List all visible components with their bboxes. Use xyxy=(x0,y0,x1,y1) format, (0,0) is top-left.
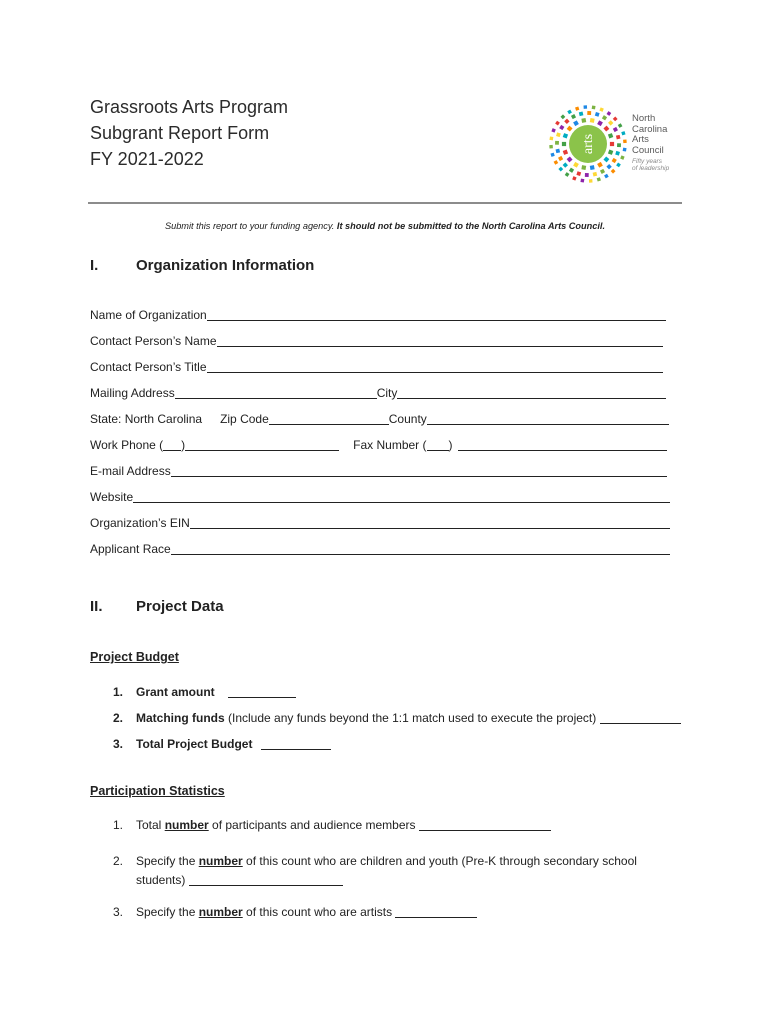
org-name-label: Name of Organization xyxy=(90,308,207,322)
logo-mosaic-tile xyxy=(604,174,609,179)
logo-mosaic-tile xyxy=(569,168,574,173)
fax-close: ) xyxy=(448,438,453,452)
logo-mosaic-tile xyxy=(567,110,572,115)
stats-item-3 xyxy=(113,905,513,919)
logo-mosaic-tile xyxy=(579,112,584,117)
contact-name-row xyxy=(90,334,663,348)
logo-mosaic-tile xyxy=(551,128,555,132)
logo-mosaic-tile xyxy=(606,164,611,169)
zip-label: Zip Code xyxy=(220,412,269,426)
logo-mosaic-tile xyxy=(623,148,627,152)
logo-mosaic-tile xyxy=(608,133,613,138)
title-line-1: Grassroots Arts Program xyxy=(90,97,289,117)
ein-row xyxy=(90,516,670,530)
logo-name-2: Carolina xyxy=(632,123,668,135)
stats-item-2-key: number xyxy=(198,854,243,868)
logo-mosaic-tile xyxy=(587,111,591,115)
logo-mosaic-tile xyxy=(562,142,566,146)
website-row xyxy=(90,490,670,504)
logo-mosaic-tile xyxy=(607,111,612,116)
budget-heading: Project Budget xyxy=(90,650,179,664)
title-line-3: FY 2021-2022 xyxy=(90,149,204,169)
county-label: County xyxy=(388,412,427,426)
race-field[interactable] xyxy=(171,542,670,555)
youth-count-field[interactable] xyxy=(189,873,343,886)
mailing-row xyxy=(90,386,666,400)
stats-item-2 xyxy=(113,854,673,868)
logo-mosaic-tile xyxy=(613,116,618,121)
logo-mosaic-tile xyxy=(558,156,563,161)
form-title xyxy=(90,94,288,172)
logo-mosaic-tile xyxy=(554,160,559,165)
zip-field[interactable] xyxy=(269,412,389,425)
stats-item-1-pre: Total xyxy=(136,818,165,832)
work-phone-field[interactable] xyxy=(185,438,339,451)
logo-mosaic-tile xyxy=(603,126,609,132)
fax-field[interactable] xyxy=(458,438,667,451)
matching-funds-field[interactable] xyxy=(600,711,681,724)
stats-item-1-post: of participants and audience members xyxy=(208,818,419,832)
budget-item-2 xyxy=(113,711,681,725)
email-row xyxy=(90,464,667,478)
logo-mosaic-tile xyxy=(581,118,586,123)
mailing-field[interactable] xyxy=(175,386,377,399)
logo-mosaic-tile xyxy=(590,165,595,170)
logo-mosaic-tile xyxy=(556,132,561,137)
contact-title-field[interactable] xyxy=(207,360,663,373)
budget-item-1 xyxy=(113,685,413,699)
city-label: City xyxy=(376,386,398,400)
mailing-label: Mailing Address xyxy=(90,386,175,400)
stats-item-3-number: 3. xyxy=(113,905,124,919)
org-name-field[interactable] xyxy=(207,308,666,321)
logo-tag-2: of leadership xyxy=(632,165,670,172)
work-phone-area-field[interactable] xyxy=(163,438,181,451)
participation-heading: Participation Statistics xyxy=(90,784,225,798)
email-label: E-mail Address xyxy=(90,464,171,478)
logo-mosaic-tile xyxy=(590,118,595,123)
logo-mosaic-tile xyxy=(572,176,576,180)
logo-tag-1: Fifty years xyxy=(632,158,662,165)
nc-arts-council-logo xyxy=(548,104,688,184)
logo-mosaic-tile xyxy=(573,162,579,168)
stats-item-1-key: number xyxy=(164,818,209,832)
work-phone-close: ) xyxy=(181,438,186,452)
budget-item-2-number: 2. xyxy=(113,711,124,725)
stats-item-2-line2-text: students) xyxy=(136,873,189,887)
stats-item-2-number: 2. xyxy=(113,854,124,868)
title-line-2: Subgrant Report Form xyxy=(90,123,270,143)
logo-mosaic-tile xyxy=(555,141,559,145)
submission-notice xyxy=(0,221,770,231)
logo-mosaic-tile xyxy=(599,107,603,111)
budget-item-2-label: Matching funds xyxy=(136,711,225,725)
logo-mosaic-tile xyxy=(620,155,624,159)
logo-mosaic-tile xyxy=(567,126,573,132)
logo-mosaic-tile xyxy=(556,149,561,154)
logo-mosaic-tile xyxy=(583,105,587,109)
contact-name-field[interactable] xyxy=(217,334,663,347)
logo-mosaic-tile xyxy=(611,169,616,174)
logo-mosaic-tile xyxy=(563,162,568,167)
total-budget-field[interactable] xyxy=(261,737,331,750)
budget-item-1-label: Grant amount xyxy=(136,685,215,699)
logo-name xyxy=(632,114,667,156)
stats-item-2-post: of this count who are children and youth (Pre-K through secondary school xyxy=(242,854,637,868)
logo-mosaic-tile xyxy=(608,120,613,125)
logo-mosaic-tile xyxy=(589,179,593,183)
logo-mosaic-tile xyxy=(597,177,601,181)
logo-mosaic-tile xyxy=(621,131,625,135)
logo-mosaic-tile xyxy=(616,163,621,168)
logo-mosaic-tile xyxy=(597,120,603,126)
contact-title-row xyxy=(90,360,663,374)
section-2-number: II. xyxy=(90,598,103,615)
county-field[interactable] xyxy=(427,412,669,425)
logo-mosaic-tile xyxy=(618,123,623,128)
logo-mosaic-tile xyxy=(563,150,568,155)
logo-circle-text: arts xyxy=(581,133,596,155)
logo-mosaic-tile xyxy=(585,173,589,177)
header-divider xyxy=(88,202,682,204)
logo-mosaic-tile xyxy=(559,125,564,130)
stats-item-1 xyxy=(113,818,573,832)
logo-mosaic-tile xyxy=(549,136,553,140)
logo-mosaic-tile xyxy=(581,165,586,170)
section-1-number: I. xyxy=(90,257,99,274)
email-field[interactable] xyxy=(171,464,667,477)
stats-item-3-key: number xyxy=(198,905,243,919)
stats-item-2-pre: Specify the xyxy=(136,854,199,868)
ein-field[interactable] xyxy=(190,516,670,529)
logo-mosaic-tile xyxy=(555,121,560,126)
section-2-heading xyxy=(90,598,224,615)
budget-item-1-number: 1. xyxy=(113,685,124,699)
section-2-title: Project Data xyxy=(136,598,224,615)
contact-name-label: Contact Person’s Name xyxy=(90,334,217,348)
notice-bold-text: It should not be submitted to the North Carolina Arts Council. xyxy=(336,221,606,231)
logo-mosaic-tile xyxy=(565,172,570,177)
logo-mosaic-tile xyxy=(593,172,598,177)
section-1-title: Organization Information xyxy=(136,257,315,274)
city-field[interactable] xyxy=(397,386,666,399)
logo-mosaic-tile xyxy=(613,127,618,132)
budget-item-3-number: 3. xyxy=(113,737,124,751)
website-label: Website xyxy=(90,490,134,504)
logo-mosaic-tile xyxy=(608,150,613,155)
logo-tagline xyxy=(632,158,669,172)
stats-item-3-pre: Specify the xyxy=(136,905,199,919)
stats-item-2-line-2 xyxy=(136,873,396,887)
logo-mosaic-tile xyxy=(573,120,579,126)
budget-item-3-label: Total Project Budget xyxy=(136,737,253,751)
logo-mosaic-tile xyxy=(597,162,603,168)
notice-text: Submit this report to your funding agency. xyxy=(164,221,337,231)
contact-title-label: Contact Person’s Title xyxy=(90,360,207,374)
race-row xyxy=(90,542,670,556)
state-row xyxy=(90,412,669,426)
logo-mosaic-tile xyxy=(595,112,600,117)
logo-mosaic-tile xyxy=(558,167,563,172)
logo-mosaic-tile xyxy=(580,179,584,183)
section-1-heading xyxy=(90,257,314,274)
org-name-row xyxy=(90,308,666,322)
logo-mosaic-tile xyxy=(600,169,605,174)
logo-mosaic-tile xyxy=(615,151,620,156)
stats-item-1-number: 1. xyxy=(113,818,124,832)
ein-label: Organization’s EIN xyxy=(90,516,190,530)
logo-mosaic-tile xyxy=(617,143,621,147)
stats-item-3-post: of this count who are artists xyxy=(242,905,396,919)
phone-row xyxy=(90,438,667,452)
logo-mosaic-tile xyxy=(610,142,614,146)
logo-mosaic-tile xyxy=(576,171,581,176)
work-phone-label: Work Phone ( xyxy=(90,438,164,452)
logo-mosaic-tile xyxy=(550,153,554,157)
logo-mosaic-icon xyxy=(548,104,628,184)
logo-name-1: North xyxy=(632,113,656,124)
logo-mosaic-tile xyxy=(603,156,609,162)
fax-label: Fax Number ( xyxy=(353,438,427,452)
website-field[interactable] xyxy=(133,490,670,503)
logo-mosaic-tile xyxy=(563,133,568,138)
logo-name-4: Council xyxy=(632,144,664,156)
logo-mosaic-tile xyxy=(560,114,565,119)
fax-area-field[interactable] xyxy=(427,438,449,451)
race-label: Applicant Race xyxy=(90,542,171,556)
logo-mosaic-tile xyxy=(575,106,579,110)
logo-mosaic-tile xyxy=(612,158,617,163)
total-participants-field[interactable] xyxy=(419,818,551,831)
artists-count-field[interactable] xyxy=(395,905,477,918)
logo-mosaic-tile xyxy=(571,114,576,119)
logo-name-3: Arts xyxy=(632,134,649,145)
logo-mosaic-tile xyxy=(549,145,553,149)
logo-mosaic-tile xyxy=(592,105,596,109)
budget-item-3 xyxy=(113,737,413,751)
logo-mosaic-tile xyxy=(602,115,607,120)
budget-item-2-note: (Include any funds beyond the 1:1 match used to execute the project) xyxy=(224,711,600,725)
logo-mosaic-tile xyxy=(623,139,627,143)
logo-mosaic-tile xyxy=(564,119,569,124)
state-label: State: North Carolina xyxy=(90,412,203,426)
logo-mosaic-tile xyxy=(616,135,621,140)
logo-mosaic-tile xyxy=(567,156,573,162)
grant-amount-field[interactable] xyxy=(228,685,296,698)
